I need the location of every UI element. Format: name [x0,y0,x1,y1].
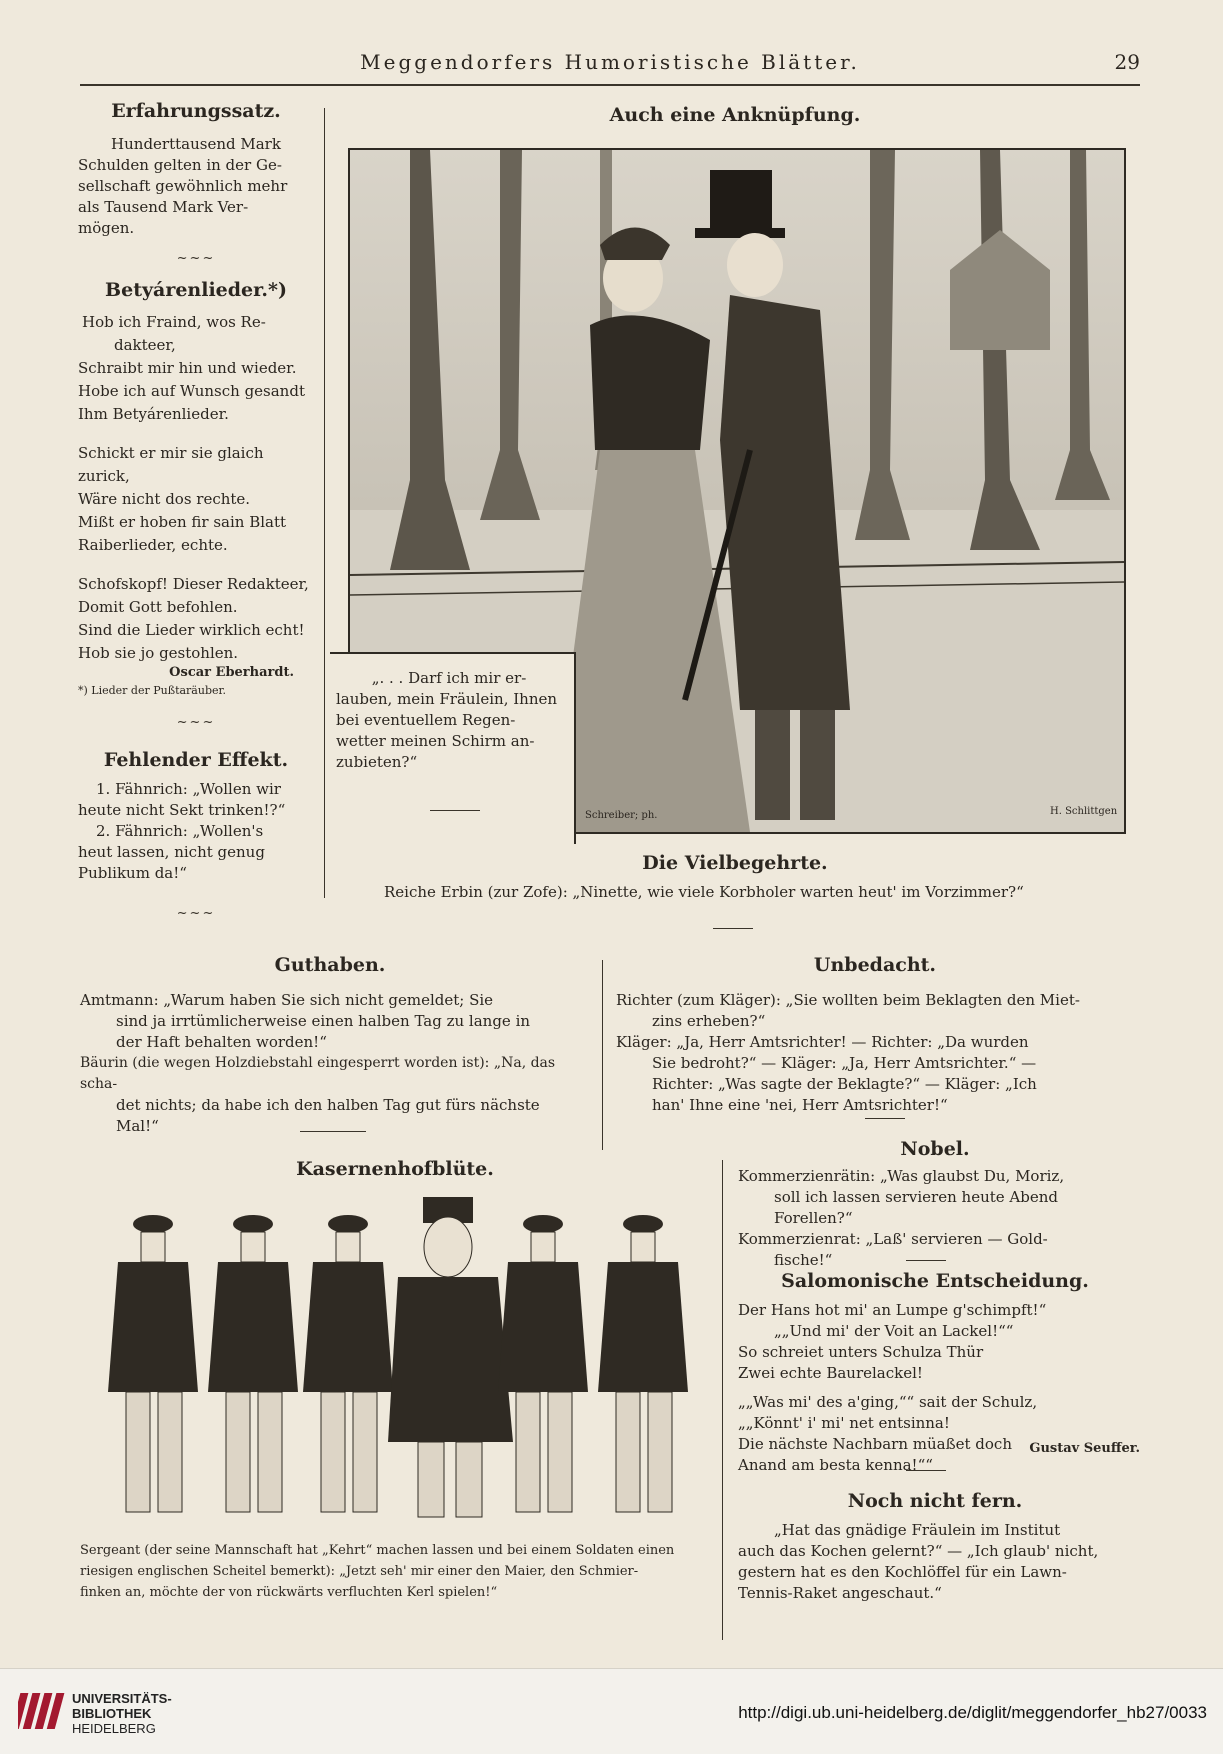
text-line: heut lassen, nicht genug [78,843,265,861]
fehlender-title: Fehlender Effekt. [103,749,289,771]
fehlender-text [78,779,314,884]
erfahrungssatz-title: Erfahrungssatz. [111,100,281,122]
text-line: „„Könnt' i' mi' net entsinna! [738,1414,950,1432]
text-line: sind ja irrtümlicherweise einen halben Tag zu lange in [116,1012,531,1030]
digitization-url[interactable]: http://digi.ub.uni-heidelberg.de/diglit/meggendorfer_hb27/0033 [738,1703,1207,1722]
nobel-title: Nobel. [900,1138,970,1160]
text-line: Forellen?“ [774,1209,853,1227]
logo-line: HEIDELBERG [72,1721,156,1736]
caption-line: „. . . Darf ich mir er- [371,669,527,687]
text-line: dakteer, [114,336,176,354]
page-header [80,44,1140,86]
ornament-divider: ~~~ [176,906,216,921]
text-line: Wäre nicht dos rechte. [78,490,251,508]
short-rule [713,928,753,929]
short-rule [906,1470,946,1471]
vielbegehrte-title: Die Vielbegehrte. [642,852,828,874]
text-line: als Tausend Mark Ver- [78,198,249,216]
text-line: 2. Fähnrich: „Wollen's [96,822,264,840]
caption-line: finken an, möchte der von rückwärts verfluchten Kerl spielen!“ [80,1585,498,1600]
text-line: sellschaft gewöhnlich mehr [78,177,288,195]
nobel-text [738,1166,1142,1271]
erfahrungssatz-text [78,134,314,239]
soldiers-illustration [108,1192,702,1532]
text-line: Sind die Lieder wirklich echt! [78,621,305,639]
text-line: „„Und mi' der Voit an Lackel!““ [774,1322,1014,1340]
text-line: Domit Gott befohlen. [78,598,238,616]
anknuepfung-caption [336,668,562,773]
logo-line: UNIVERSITÄTS- [72,1691,172,1706]
salomonisch-author: Gustav Seuffer. [1029,1441,1140,1456]
text-line: det nichts; da habe ich den halben Tag gut fürs nächste [116,1096,540,1114]
kasernen-caption [80,1540,710,1603]
text-line: Kommerzienrätin: „Was glaubst Du, Moriz, [738,1167,1065,1185]
text-line: heute nicht Sekt trinken!?“ [78,801,286,819]
text-line: Sie bedroht?“ — Kläger: „Ja, Herr Amtsrichter.“ — [652,1054,1037,1072]
text-line: zins erheben?“ [652,1012,766,1030]
guthaben-title: Guthaben. [274,954,386,976]
nochnicht-text [738,1520,1142,1604]
text-line: Mißt er hoben fir sain Blatt [78,513,287,531]
text-line: gestern hat es den Kochlöffel für ein Lawn- [738,1563,1067,1581]
short-rule [865,1118,905,1119]
photo-credit: Schreiber; ph. [585,810,658,821]
anknuepfung-title: Auch eine Anknüpfung. [609,104,861,126]
column-rule [722,1160,723,1640]
text-line: auch das Kochen gelernt?“ — „Ich glaub' nicht, [738,1542,1099,1560]
text-line: Schraibt mir hin und wieder. [78,359,297,377]
text-line: Schofskopf! Dieser Redakteer, [78,575,309,593]
text-line: fische!“ [774,1251,833,1269]
text-line: Schickt er mir sie glaich zurick, [78,444,264,485]
caption-line: wetter meinen Schirm an- [336,732,535,750]
stanza-gap [738,1384,1142,1392]
column-rule [602,960,603,1150]
page-number: 29 [1114,50,1140,74]
salomonisch-title: Salomonische Entscheidung. [781,1270,1089,1292]
soldiers-drawing [108,1192,702,1532]
betyaren-stanza-2 [78,442,314,557]
text-line: Anand am besta kenna!““ [738,1456,933,1474]
text-line: soll ich lassen servieren heute Abend [774,1188,1058,1206]
text-line: Hobe ich auf Wunsch gesandt [78,382,305,400]
caption-line: lauben, mein Fräulein, Ihnen [336,690,558,708]
ornament-divider: ~~~ [176,715,216,730]
text-line: Bäurin (die wegen Holzdiebstahl eingesperrt worden ist): „Na, das scha- [80,1055,556,1092]
library-name [72,1691,172,1736]
caption-line: Sergeant (der seine Mannschaft hat „Kehrt“ machen lassen und bei einem Soldaten einen [80,1543,675,1558]
text-line: So schreiet unters Schulza Thür [738,1343,984,1361]
text-line: Hunderttausend Mark [111,135,281,153]
column-rule [324,108,325,898]
betyaren-title: Betyárenlieder.*) [105,279,287,301]
text-line: Publikum da!“ [78,864,187,882]
magazine-title: Meggendorfers Humoristische Blätter. [360,50,860,74]
betyaren-footnote: *) Lieder der Pußtaräuber. [78,684,227,697]
short-rule [300,1131,366,1132]
caption-line: bei eventuellem Regen- [336,711,516,729]
caption-line: zubieten?“ [336,753,418,771]
university-logo-icon [18,1687,66,1735]
short-rule [430,810,480,811]
text-line: Zwei echte Baurelackel! [738,1364,923,1382]
caption-line: riesigen englischen Scheitel bemerkt): „Jetzt seh' mir einer den Maier, den Schmier- [80,1564,639,1579]
vielbegehrte-text: Reiche Erbin (zur Zofe): „Ninette, wie viele Korbholer warten heut' im Vorzimmer?“ [384,883,1024,901]
text-line: Der Hans hot mi' an Lumpe g'schimpft!“ [738,1301,1047,1319]
unbedacht-text [616,990,1142,1116]
text-line: Mal!“ [116,1117,159,1135]
betyaren-stanza-3 [78,573,314,665]
text-line: der Haft behalten worden!“ [116,1033,327,1051]
text-line: Hob sie jo gestohlen. [78,644,239,662]
text-line: Amtmann: „Warum haben Sie sich nicht gemeldet; Sie [80,991,494,1009]
text-line: Richter (zum Kläger): „Sie wollten beim Beklagten den Miet- [616,991,1080,1009]
text-line: Kläger: „Ja, Herr Amtsrichter! — Richter: „Da wurden [616,1033,1029,1051]
kasernen-title: Kasernenhofblüte. [296,1158,494,1180]
artist-signature: H. Schlittgen [1050,806,1118,817]
betyaren-stanza-1 [78,311,314,426]
library-footer [0,1668,1223,1754]
text-line: Kommerzienrat: „Laß' servieren — Gold- [738,1230,1048,1248]
left-column [78,100,314,921]
logo-line: BIBLIOTHEK [72,1706,152,1721]
ornament-divider: ~~~ [176,251,216,266]
text-line: Tennis-Raket angeschaut.“ [738,1584,942,1602]
nochnicht-title: Noch nicht fern. [847,1490,1023,1512]
text-line: Ihm Betyárenlieder. [78,405,229,423]
text-line: 1. Fähnrich: „Wollen wir [96,780,281,798]
text-line: han' Ihne eine 'nei, Herr Amtsrichter!“ [652,1096,948,1114]
text-line: Die nächste Nachbarn müaßet doch [738,1435,1012,1453]
text-line: „Hat das gnädige Fräulein im Institut [774,1521,1061,1539]
betyaren-author: Oscar Eberhardt. [169,665,294,680]
text-line: Richter: „Was sagte der Beklagte?“ — Kläger: „Ich [652,1075,1037,1093]
text-line: Schulden gelten in der Ge- [78,156,282,174]
text-line: mögen. [78,219,135,237]
guthaben-text [80,990,590,1137]
text-line: Raiberlieder, echte. [78,536,228,554]
text-line: „„Was mi' des a'ging,““ sait der Schulz, [738,1393,1038,1411]
short-rule [906,1260,946,1261]
text-line: Hob ich Fraind, wos Re- [82,313,266,331]
unbedacht-title: Unbedacht. [813,954,937,976]
